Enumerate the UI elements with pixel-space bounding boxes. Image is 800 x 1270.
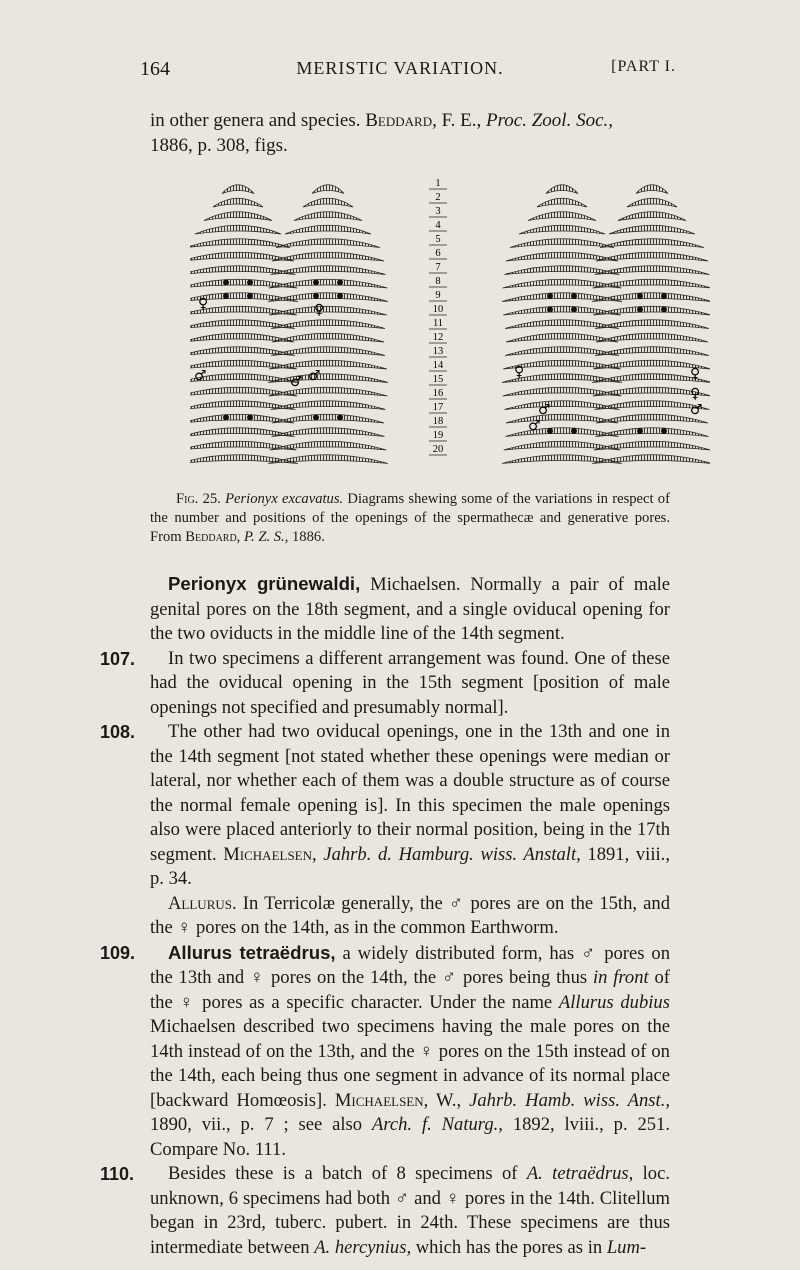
segment-number: 3 (435, 206, 441, 217)
worm-segment (618, 212, 686, 221)
paragraph-perionyx: Perionyx grünewaldi, Michaelsen. Normally a pair of male genital pores on the 18th segment, and a single oviducal opening for the two oviducts in the middle line of the 14th segment. (150, 573, 670, 644)
segment-number: 20 (432, 444, 444, 455)
worm-segment (269, 387, 388, 396)
intro-text: in other genera and species. Beddard, F. E., Proc. Zool. Soc., 1886, p. 308, figs. (150, 110, 614, 156)
segment-number: 7 (435, 262, 441, 273)
pore-dot (547, 307, 553, 313)
male-symbol: ♂ (690, 402, 703, 418)
worm-segment (271, 266, 386, 275)
worm-segment (596, 252, 708, 261)
male-symbol: ♂ (308, 368, 321, 384)
male-symbol: ♂ (194, 368, 207, 384)
worm-segment (303, 198, 353, 207)
segment-number: 2 (435, 192, 441, 203)
female-symbol: ♀ (314, 302, 325, 318)
worm-segment (272, 333, 384, 342)
pore-dot (313, 293, 319, 299)
segment-number: 1 (435, 178, 441, 189)
case-number: 108. (100, 722, 136, 742)
worm-segment (272, 428, 385, 437)
pore-dot (313, 280, 319, 286)
worm-segment (546, 185, 578, 194)
worm-segment (272, 414, 384, 423)
worm-segment (222, 185, 254, 194)
pore-dot (313, 415, 319, 421)
genus-heading: Allurus. (168, 892, 237, 914)
segment-number: 9 (435, 290, 441, 301)
worm-segment (285, 225, 371, 234)
species-name: Perionyx excavatus. (225, 491, 344, 507)
page-number: 164 (140, 58, 170, 80)
worm-segment (592, 455, 710, 464)
worm-segment (269, 306, 387, 315)
paragraph-108: 108. The other had two oviducal openings, one in the 13th and one in the 14th segment [not stated whether these openings were median or lateral, nor whether each of them was a double structure as of course the normal female opening is]. In this specimen the male openings also were placed anteriorly to their normal position, being in the 17th segment. Michaelsen, Jahrb. d. Hamburg. wiss. Anstalt, 1891, viii., p. 34. (100, 721, 670, 889)
worm-segment (596, 333, 708, 342)
worm-segment (595, 320, 709, 329)
worm-segment (510, 239, 614, 248)
worm-segment (213, 198, 263, 207)
male-symbol: ♂ (395, 1187, 410, 1209)
worm-segment (204, 212, 272, 221)
segment-number: 13 (432, 346, 444, 357)
figure-worm-diagrams (190, 168, 710, 478)
journal: Jahrb. Hamb. wiss. Anst., (469, 1089, 670, 1111)
pore-dot (223, 280, 229, 286)
segment-number: 11 (432, 318, 444, 329)
running-title: MERISTIC VARIATION. (296, 58, 504, 78)
pore-dot (337, 280, 343, 286)
worm-segment (190, 239, 290, 248)
segment-number: 4 (435, 220, 441, 231)
pore-dot (571, 293, 577, 299)
body-text (100, 572, 671, 1260)
worm-segment (268, 455, 388, 464)
worm-segment (294, 212, 362, 221)
worm-segment (593, 279, 710, 288)
female-symbol: ♀ (690, 386, 701, 402)
segment-number: 12 (432, 332, 444, 343)
pore-dot (223, 293, 229, 299)
species-name: Allurus dubius (558, 991, 670, 1013)
worm-segment (594, 441, 710, 450)
worm-segment (269, 360, 387, 369)
female-symbol: ♀ (179, 991, 196, 1013)
worm-diagram (592, 185, 710, 464)
journal: Jahrb. d. Hamburg. wiss. Anstalt, (323, 843, 581, 865)
journal: Proc. Zool. Soc., (486, 110, 614, 131)
species-name: A. hercynius, (314, 1236, 412, 1258)
worm-segment (609, 225, 695, 234)
pore-dot (337, 293, 343, 299)
case-number: 109. (100, 942, 136, 963)
worm-segment (272, 252, 384, 261)
author: Beddard, F. E., (365, 110, 482, 131)
journal: P. Z. S., (244, 529, 289, 545)
worm-segment (268, 293, 388, 302)
pore-dot (223, 415, 229, 421)
worm-segment (195, 225, 281, 234)
segment-number: 6 (435, 248, 441, 259)
worm-segment (268, 374, 388, 383)
segment-number: 10 (432, 304, 444, 315)
pore-dot (337, 415, 343, 421)
worm-diagram (268, 185, 388, 464)
segment-number: 19 (432, 430, 444, 441)
segment-number: 18 (432, 416, 444, 427)
figure-caption: Fig. 25. Perionyx excavatus. Diagrams shewing some of the variations in respect of the number and positions of the openings of the spermathecæ and generative pores. From Beddard, P. Z. S., 1886. (150, 491, 670, 545)
worm-segment (593, 306, 710, 315)
segment-number: 15 (432, 374, 444, 385)
worm-segment (627, 198, 677, 207)
worm-segment (276, 239, 380, 248)
pore-dot (571, 428, 577, 434)
author: Beddard, (185, 529, 241, 545)
running-head (140, 58, 676, 86)
case-number: 110. (100, 1164, 135, 1184)
worm-segment (595, 266, 710, 275)
pore-dot (547, 428, 553, 434)
part-label: [PART I. (611, 58, 676, 75)
female-symbol: ♀ (177, 917, 192, 938)
worm-segment (312, 185, 344, 194)
pore-dot (637, 428, 643, 434)
paragraph-allurus: Allurus. In Terricolæ generally, the ♂ pores are on the 15th, and the ♀ pores on the 14th, as in the common Earthworm. (150, 892, 671, 938)
species-heading: Perionyx grünewaldi, (168, 573, 361, 594)
species-name: A. tetraëdrus, (526, 1163, 634, 1184)
worm-segment (271, 320, 385, 329)
pore-dot (637, 293, 643, 299)
segment-number: 17 (432, 402, 444, 413)
worm-segment (537, 198, 587, 207)
segment-number: 8 (435, 276, 441, 287)
worm-segment (271, 347, 385, 356)
worm-segment (528, 212, 596, 221)
segment-number: 14 (432, 360, 444, 371)
journal: Arch. f. Naturg., (371, 1114, 503, 1135)
male-symbol: ♂ (290, 374, 303, 390)
female-symbol: ♀ (250, 967, 266, 988)
pore-dot (247, 280, 253, 286)
worm-diagrams (190, 185, 710, 464)
male-symbol: ♂ (442, 967, 458, 988)
author: Michaelsen, W., (334, 1089, 462, 1111)
pore-dot (571, 307, 577, 313)
species-heading: Allurus tetraëdrus, (168, 941, 336, 963)
worm-segment (270, 441, 387, 450)
female-symbol: ♀ (690, 366, 701, 382)
male-symbol: ♂ (448, 892, 465, 914)
female-symbol: ♀ (514, 364, 525, 380)
pore-dot (247, 293, 253, 299)
paragraph-107: 107. In two specimens a different arrangement was found. One of these had the oviducal opening in the 15th segment [position of male openings not specified and presumably normal]. (100, 647, 670, 718)
worm-segment (592, 293, 710, 302)
female-symbol: ♀ (445, 1187, 461, 1209)
female-symbol: ♀ (419, 1040, 434, 1062)
worm-segment (596, 428, 709, 437)
paragraph-109: 109. Allurus tetraëdrus, a widely distributed form, has ♂ pores on the 13th and ♀ pores on the 14th, the ♂ pores being thus in front of the ♀ pores as a specific character. Under the name Allurus dubius Michaelsen described two specimens having the male pores on the 14th instead of on the 13th, and the ♀ pores on the 15th instead of on the 14th, each being thus one segment in advance of its normal place [backward Homœosis]. Michaelsen, W., Jahrb. Hamb. wiss. Anst., 1890, vii., p. 7 ; see also Arch. f. Naturg., 1892, lviii., p. 251. Compare No. 111. (100, 941, 670, 1160)
pore-dot (637, 307, 643, 313)
paragraph-110: 110. Besides these is a batch of 8 specimens of A. tetraëdrus, loc. unknown, 6 specimens had both ♂ and ♀ pores in the 14th. Clitellum began in 23rd, tuberc. pubert. in 24th. These specimens are thus intermediate between A. hercynius, which has the pores as in Lum- (100, 1163, 670, 1258)
pore-dot (547, 293, 553, 299)
case-number: 107. (100, 648, 136, 669)
author: Michaelsen, (223, 843, 317, 865)
pore-dot (661, 428, 667, 434)
pore-dot (661, 293, 667, 299)
female-symbol: ♀ (198, 296, 209, 312)
worm-segment (600, 239, 704, 248)
segment-scale (429, 178, 447, 455)
male-symbol: ♂ (528, 418, 541, 434)
worm-segment (519, 225, 605, 234)
segment-number: 16 (432, 388, 444, 399)
male-symbol: ♂ (538, 402, 551, 418)
pore-dot (661, 307, 667, 313)
segment-number: 5 (435, 234, 441, 245)
worm-segment (595, 347, 709, 356)
worm-segment (271, 401, 386, 410)
male-symbol: ♂ (581, 942, 598, 964)
pore-dot (247, 415, 253, 421)
worm-segment (269, 279, 388, 288)
worm-segment (636, 185, 668, 194)
